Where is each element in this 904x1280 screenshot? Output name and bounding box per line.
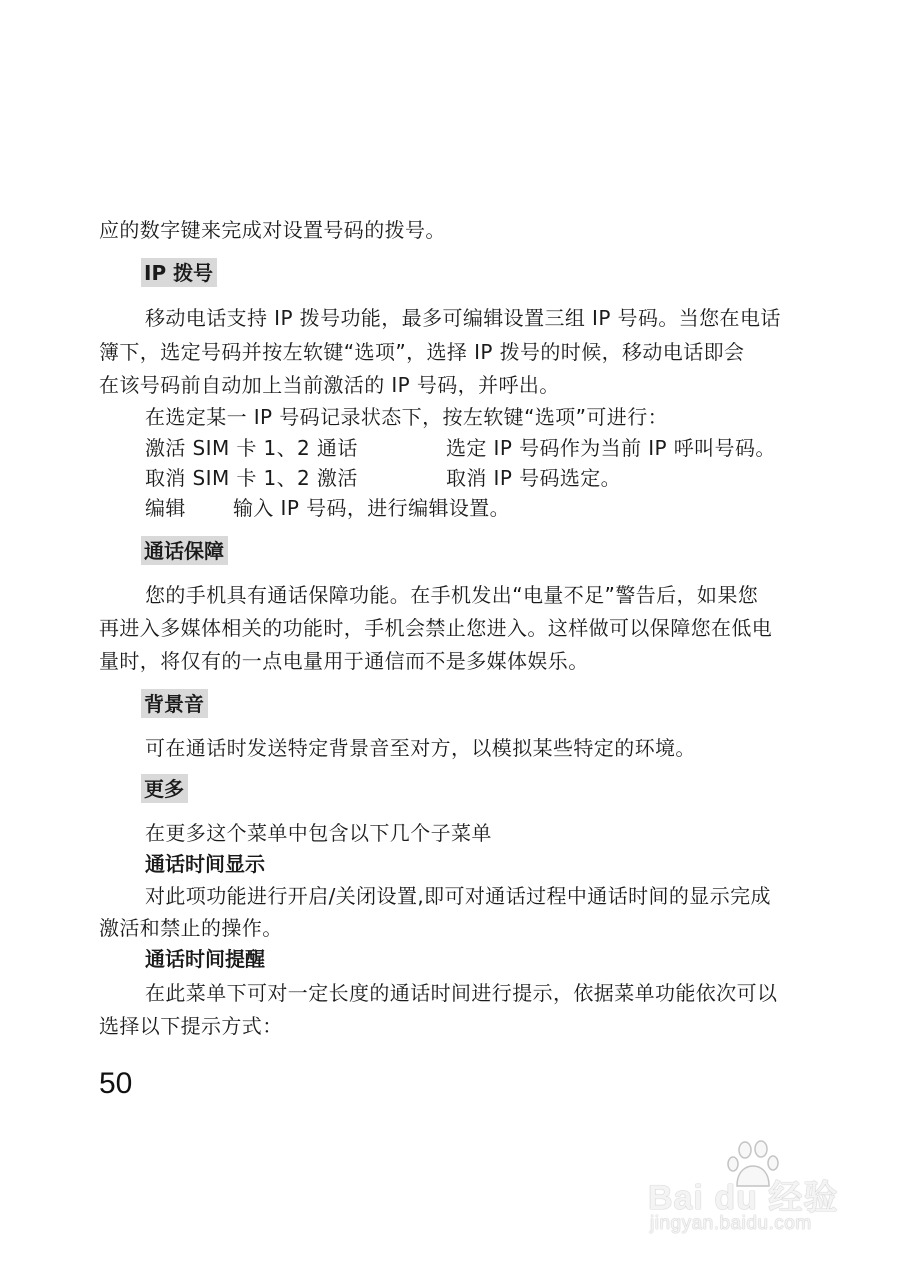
- option-description: 取消 IP 号码选定。: [446, 466, 622, 490]
- paragraph-line: 再进入多媒体相关的功能时，手机会禁止您进入。这样做可以保障您在低电: [99, 616, 773, 640]
- paragraph-line: 簿下，选定号码并按左软键“选项”，选择 IP 拨号的时候，移动电话即会: [99, 340, 745, 364]
- option-term: 编辑: [145, 496, 186, 520]
- option-term: 取消 SIM 卡 1、2 激活: [145, 466, 358, 490]
- paragraph-line: 对此项功能进行开启/关闭设置,即可对通话过程中通话时间的显示完成: [145, 884, 771, 908]
- subheading-call-time-reminder: 通话时间提醒: [145, 947, 265, 971]
- option-term: 激活 SIM 卡 1、2 通话: [145, 436, 358, 460]
- paragraph-line: 可在通话时发送特定背景音至对方，以模拟某些特定的环境。: [145, 736, 696, 760]
- subheading-call-time-display: 通话时间显示: [145, 852, 265, 876]
- paragraph-line: 在该号码前自动加上当前激活的 IP 号码，并呼出。: [99, 373, 560, 397]
- section-heading-call-guarantee: 通话保障: [141, 536, 228, 565]
- paragraph-line: 移动电话支持 IP 拨号功能，最多可编辑设置三组 IP 号码。当您在电话: [145, 306, 781, 330]
- page-number: 50: [99, 1067, 133, 1100]
- paragraph-line: 在此菜单下可对一定长度的通话时间进行提示，依据菜单功能依次可以: [145, 981, 778, 1005]
- paragraph-line: 激活和禁止的操作。: [99, 916, 283, 940]
- paragraph-line: 在更多这个菜单中包含以下几个子菜单: [145, 821, 492, 845]
- paragraph-line: 您的手机具有通话保障功能。在手机发出“电量不足”警告后，如果您: [145, 583, 759, 607]
- paragraph-line: 量时，将仅有的一点电量用于通信而不是多媒体娱乐。: [99, 649, 589, 673]
- paragraph-line: 选择以下提示方式：: [99, 1014, 283, 1038]
- paragraph-line: 应的数字键来完成对设置号码的拨号。: [99, 218, 446, 242]
- section-heading-ip-dial: IP 拨号: [141, 258, 217, 287]
- option-description: 选定 IP 号码作为当前 IP 呼叫号码。: [446, 436, 776, 460]
- baidu-jingyan-watermark: [640, 1140, 860, 1240]
- option-description: 输入 IP 号码，进行编辑设置。: [233, 496, 511, 520]
- watermark-url: jingyan.baidu.com: [650, 1213, 812, 1234]
- paragraph-line: 在选定某一 IP 号码记录状态下，按左软键“选项”可进行：: [145, 405, 668, 429]
- section-heading-background-sound: 背景音: [141, 689, 208, 718]
- watermark-brand: Bai du 经验: [648, 1179, 839, 1217]
- section-heading-more: 更多: [141, 774, 188, 803]
